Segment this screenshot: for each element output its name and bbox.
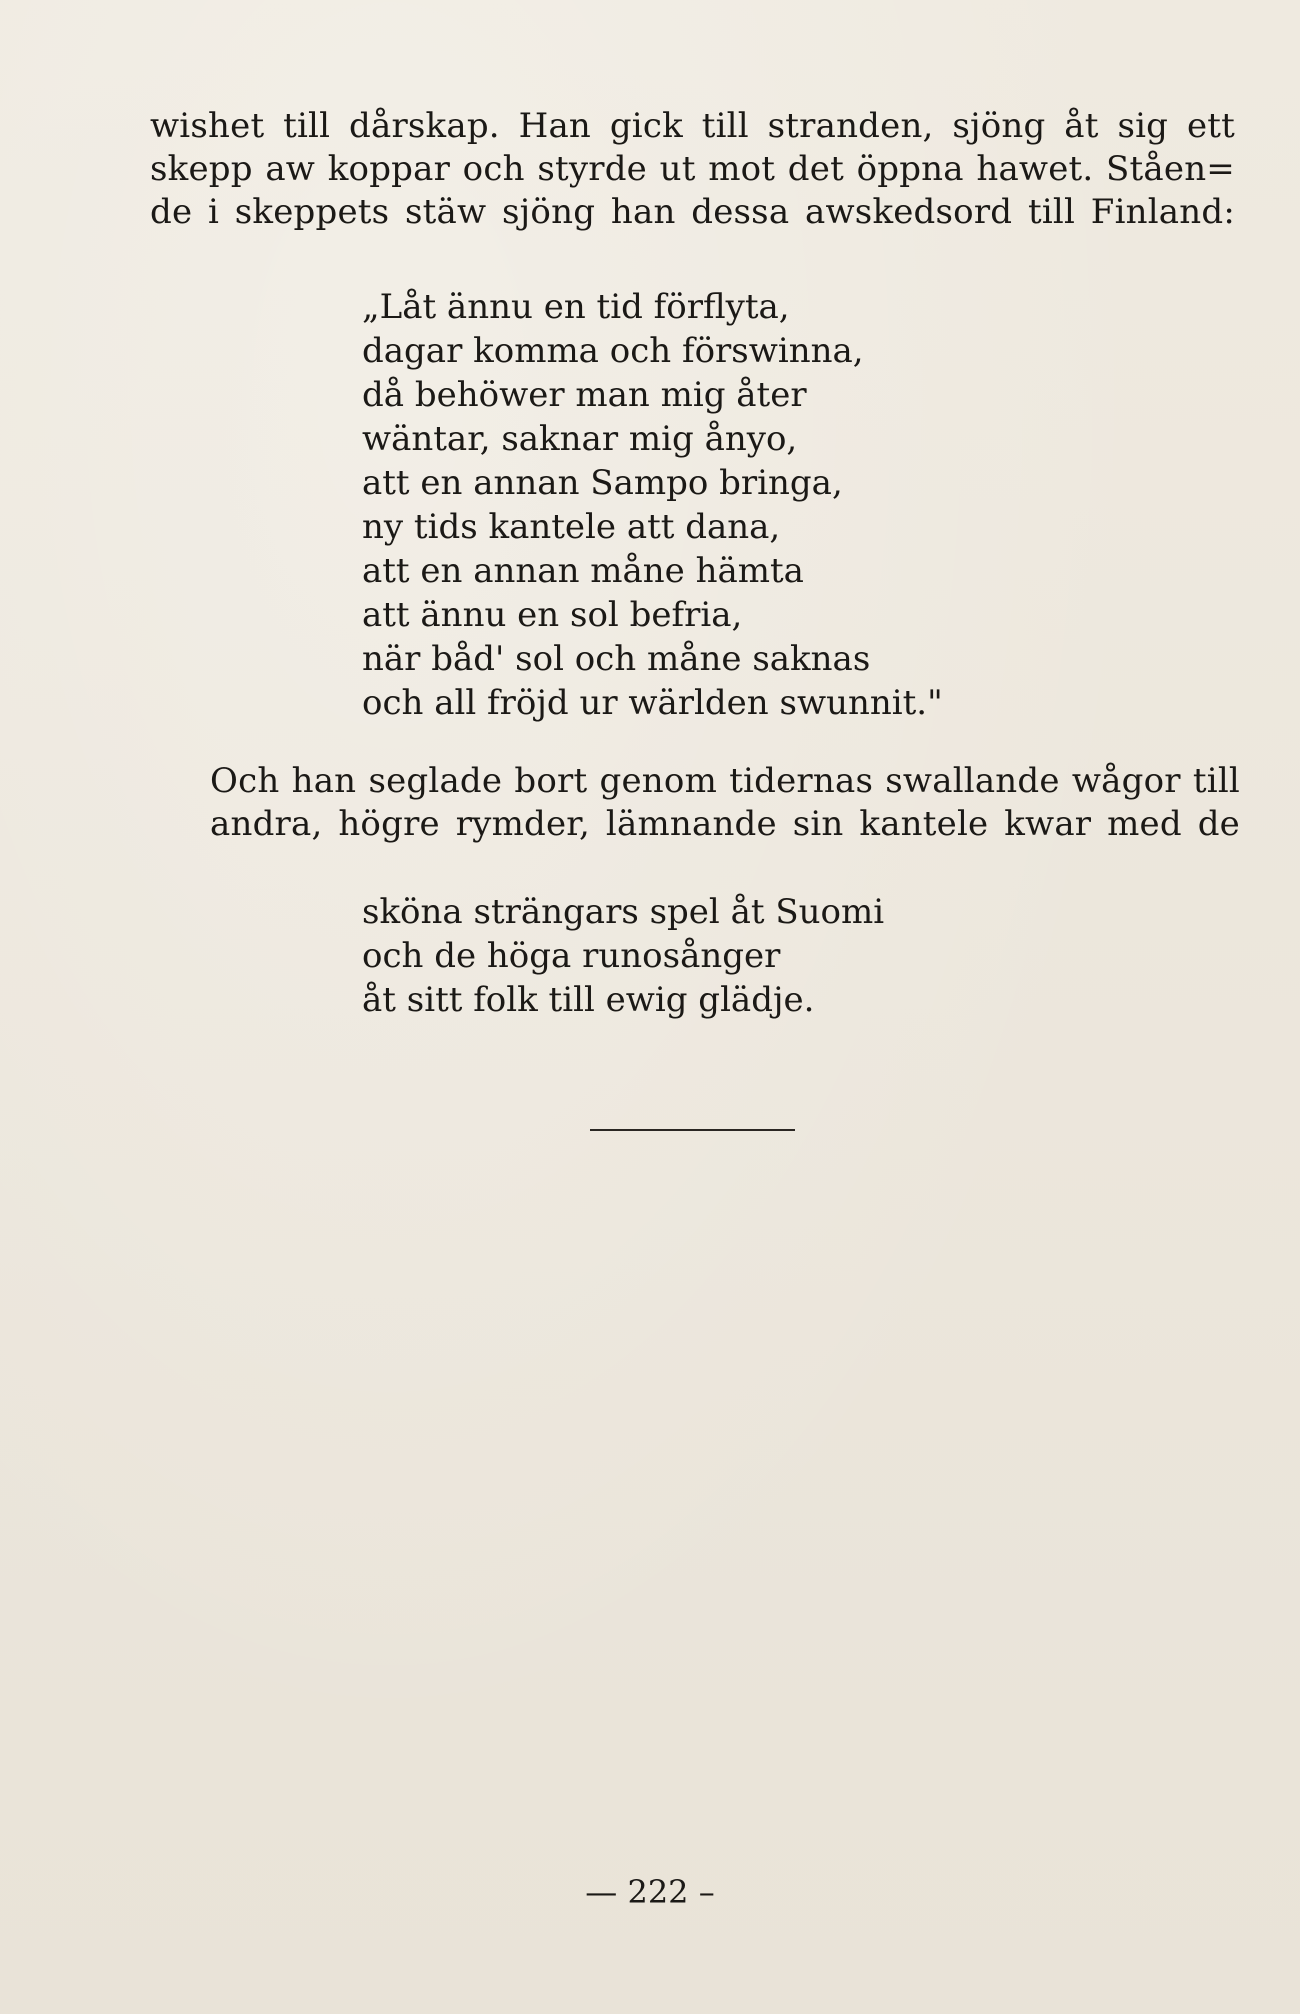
paragraph-line: wishet till dårskap. Han gick till stranden, sjöng åt sig ett <box>150 106 1235 146</box>
poem-line: när båd' sol och måne saknas <box>362 639 871 679</box>
poem-line: att en annan måne hämta <box>362 551 804 591</box>
page-number: 222 <box>627 1873 689 1911</box>
poem-line: och de höga runosånger <box>362 936 781 976</box>
middle-paragraph <box>210 760 1240 846</box>
closing-verse <box>362 890 884 1022</box>
top-paragraph <box>150 105 1235 234</box>
farewell-poem <box>362 285 943 725</box>
poem-line: åt sitt folk till ewig glädje. <box>362 980 815 1020</box>
left-dash: — <box>585 1873 618 1911</box>
poem-line: dagar komma och förswinna, <box>362 331 864 371</box>
page-number-footer <box>0 1872 1300 1912</box>
paragraph-line: Och han seglade bort genom tidernas swallande wågor till <box>210 761 1240 801</box>
paragraph-line: andra, högre rymder, lämnande sin kantele kwar med de <box>210 804 1240 844</box>
poem-line: sköna strängars spel åt Suomi <box>362 892 885 932</box>
right-dash: – <box>698 1873 715 1911</box>
paragraph-line: de i skeppets stäw sjöng han dessa awskedsord till Finland: <box>150 192 1235 232</box>
section-divider <box>590 1129 795 1131</box>
poem-line: då behöwer man mig åter <box>362 375 807 415</box>
poem-line: „Låt ännu en tid förflyta, <box>362 287 790 327</box>
poem-line: att ännu en sol befria, <box>362 595 743 635</box>
poem-line: wäntar, saknar mig ånyo, <box>362 419 798 459</box>
poem-line: ny tids kantele att dana, <box>362 507 781 547</box>
poem-line: att en annan Sampo bringa, <box>362 463 843 503</box>
poem-line: och all fröjd ur wärlden swunnit." <box>362 683 943 723</box>
paragraph-line: skepp aw koppar och styrde ut mot det öppna hawet. Ståen= <box>150 149 1235 189</box>
